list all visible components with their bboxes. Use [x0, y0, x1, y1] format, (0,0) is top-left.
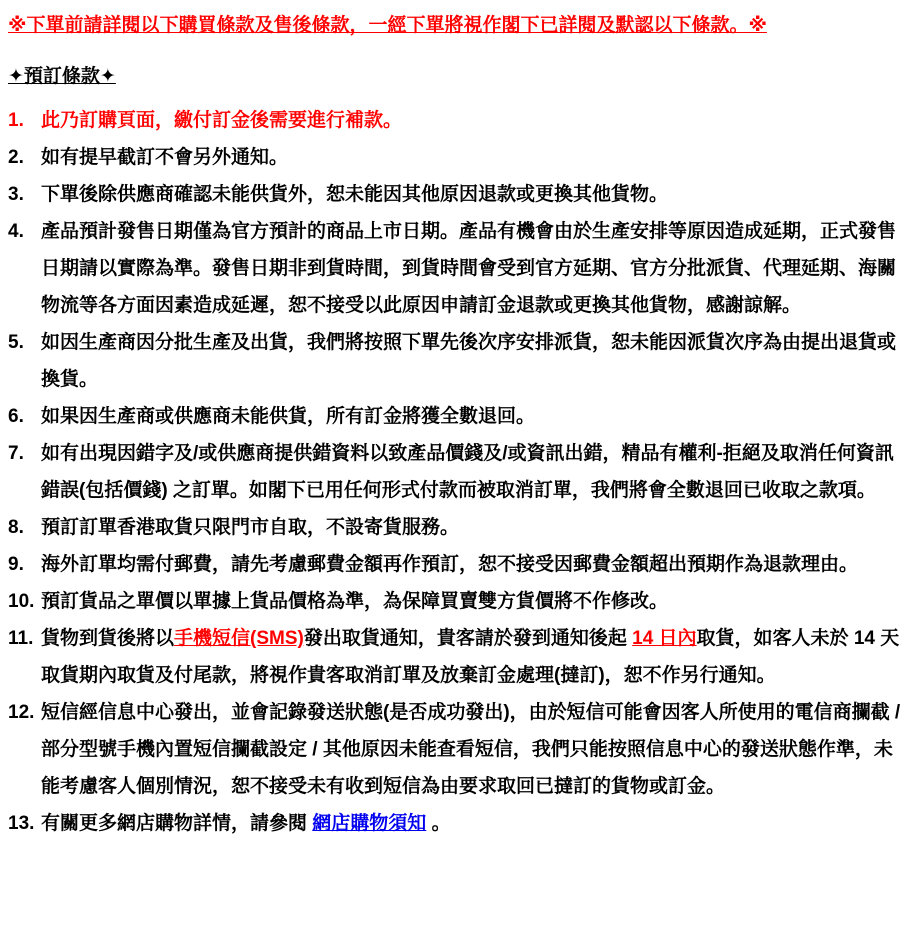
term-text [41, 805, 903, 842]
term-item-11 [8, 620, 903, 694]
term-text-segment: 預訂訂單香港取貨只限門市自取，不設寄貨服務。 [41, 517, 460, 538]
term-text [41, 176, 903, 213]
term-number: 13. [8, 813, 35, 834]
term-text [41, 102, 903, 139]
term-text [41, 324, 903, 398]
term-text-segment: 發出取貨通知，貴客請於發到通知後起 [303, 628, 633, 649]
term-item-1 [8, 102, 903, 139]
highlighted-text: 手機短信(SMS) [174, 628, 304, 649]
term-item-6 [8, 398, 903, 435]
term-text [41, 398, 903, 435]
term-text-segment: 下單後除供應商確認未能供貨外，恕未能因其他原因退款或更換其他貨物。 [41, 184, 669, 205]
term-item-10 [8, 583, 903, 620]
section-heading: ✦預訂條款✦ [8, 66, 116, 87]
term-text-segment: 取貨，如客人未於 14 天取貨期內取貨及付尾款，將視作貴客取消訂單及放棄訂金處理(撻訂)，恕不作另行通知。 [41, 628, 900, 686]
term-number: 9. [8, 554, 24, 575]
term-number: 12. [8, 702, 35, 723]
term-text [41, 583, 903, 620]
term-item-13 [8, 805, 903, 842]
term-text [41, 435, 903, 509]
term-text-segment: 。 [426, 813, 451, 834]
term-number: 6. [8, 406, 24, 427]
term-item-8 [8, 509, 903, 546]
term-item-2 [8, 139, 903, 176]
term-item-7 [8, 435, 903, 509]
term-number: 11. [8, 628, 34, 649]
term-text [41, 694, 903, 805]
terms-list [8, 102, 903, 842]
term-text-segment: 如有出現因錯字及/或供應商提供錯資料以致產品價錢及/或資訊出錯，精品有權利-拒絕及取消任何資訊錯誤(包括價錢) 之訂單。如閣下已用任何形式付款而被取消訂單，我們將會全數退回已收取之款項。 [41, 443, 894, 501]
term-number: 3. [8, 184, 24, 205]
term-number: 8. [8, 517, 24, 538]
term-text-segment: 此乃訂購頁面，繳付訂金後需要進行補款。 [41, 110, 403, 131]
term-number: 5. [8, 332, 24, 353]
term-number: 2. [8, 147, 24, 168]
term-item-12 [8, 694, 903, 805]
term-text-segment: 預訂貨品之單價以單據上貨品價格為準，為保障買賣雙方貨價將不作修改。 [41, 591, 669, 612]
term-number: 4. [8, 221, 24, 242]
term-text-segment: 貨物到貨後將以 [41, 628, 175, 649]
shop-guide-link[interactable]: 網店購物須知 [312, 813, 427, 834]
term-text [41, 546, 903, 583]
term-item-9 [8, 546, 903, 583]
term-text-segment: 如因生產商因分批生產及出貨，我們將按照下單先後次序安排派貨，恕未能因派貨次序為由提出退貨或換貨。 [41, 332, 897, 390]
term-item-5 [8, 324, 903, 398]
term-text-segment: 有關更多網店購物詳情，請參閱 [41, 813, 313, 834]
term-item-3 [8, 176, 903, 213]
preorder-terms-document [8, 12, 903, 842]
term-text [41, 509, 903, 546]
term-text-segment: 海外訂單均需付郵費，請先考慮郵費金額再作預訂，恕不接受因郵費金額超出預期作為退款理由。 [41, 554, 859, 575]
term-number: 7. [8, 443, 24, 464]
term-text-segment: 如有提早截訂不會另外通知。 [41, 147, 289, 168]
term-text-segment: 短信經信息中心發出，並會記錄發送狀態(是否成功發出)，由於短信可能會因客人所使用的電信商攔截 / 部分型號手機內置短信攔截設定 / 其他原因未能查看短信，我們只能按照信息中心的發送狀態作準，未能考慮客人個別情況，恕不接受未有收到短信為由要求取回已撻訂的貨物或訂金。 [41, 702, 901, 797]
term-text-segment: 產品預計發售日期僅為官方預計的商品上市日期。產品有機會由於生產安排等原因造成延期，正式發售日期請以實際為準。發售日期非到貨時間，到貨時間會受到官方延期、官方分批派貨、代理延期、海關物流等各方面因素造成延遲，恕不接受以此原因申請訂金退款或更換其他貨物，感謝諒解。 [41, 221, 897, 316]
term-text [41, 213, 903, 324]
term-number: 10. [8, 591, 35, 612]
term-text-segment: 如果因生產商或供應商未能供貨，所有訂金將獲全數退回。 [41, 406, 536, 427]
term-number: 1. [8, 110, 24, 131]
term-item-4 [8, 213, 903, 324]
highlighted-text: 14 日內 [632, 628, 697, 649]
term-text [41, 139, 903, 176]
page-title: ※下單前請詳閱以下購買條款及售後條款，一經下單將視作閣下已詳閱及默認以下條款。※ [8, 15, 767, 36]
term-text [41, 620, 903, 694]
